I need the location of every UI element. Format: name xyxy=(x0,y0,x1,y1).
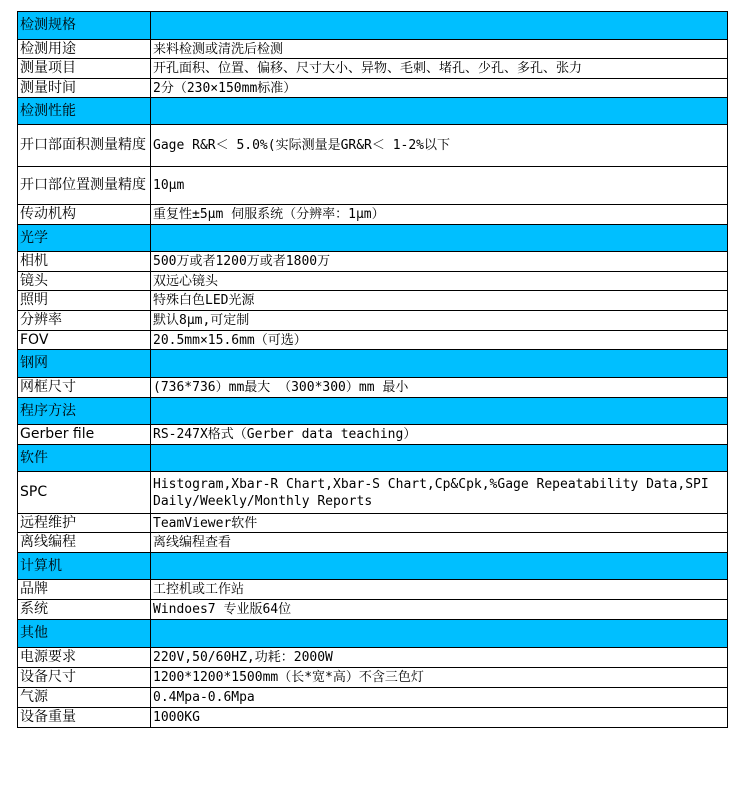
row-value: Histogram,Xbar-R Chart,Xbar-S Chart,Cp&Cpk,%Gage Repeatability Data,SPI Daily/Weekly/Monthly Reports xyxy=(151,472,728,514)
section-value xyxy=(151,350,728,378)
row-label: 品牌 xyxy=(18,580,151,600)
row-value: Gage R&R＜ 5.0%(实际测量是GR&R＜ 1-2%以下 xyxy=(151,125,728,167)
row-value: TeamViewer软件 xyxy=(151,514,728,533)
row-value: 500万或者1200万或者1800万 xyxy=(151,252,728,272)
table-row xyxy=(18,708,728,728)
table-row xyxy=(18,378,728,398)
section-title: 检测性能 xyxy=(18,98,151,125)
row-label: 传动机构 xyxy=(18,205,151,225)
row-label: 开口部面积测量精度 xyxy=(18,125,151,167)
row-label: 镜头 xyxy=(18,272,151,291)
section-row xyxy=(18,620,728,648)
row-value: 双远心镜头 xyxy=(151,272,728,291)
row-value: 0.4Mpa-0.6Mpa xyxy=(151,688,728,708)
table-row xyxy=(18,311,728,331)
section-row xyxy=(18,12,728,40)
section-title: 钢网 xyxy=(18,350,151,378)
section-row xyxy=(18,445,728,472)
section-title: 软件 xyxy=(18,445,151,472)
row-value: 2分（230×150mm标准） xyxy=(151,79,728,98)
section-value xyxy=(151,225,728,252)
row-label: 检测用途 xyxy=(18,40,151,59)
table-row xyxy=(18,425,728,445)
row-value: 开孔面积、位置、偏移、尺寸大小、异物、毛刺、堵孔、少孔、多孔、张力 xyxy=(151,59,728,79)
table-row xyxy=(18,514,728,533)
section-row xyxy=(18,98,728,125)
table-row xyxy=(18,205,728,225)
row-value: Windoes7 专业版64位 xyxy=(151,600,728,620)
row-label: 测量时间 xyxy=(18,79,151,98)
row-label: 网框尺寸 xyxy=(18,378,151,398)
row-value: 工控机或工作站 xyxy=(151,580,728,600)
row-label: 远程维护 xyxy=(18,514,151,533)
row-label: 相机 xyxy=(18,252,151,272)
table-row xyxy=(18,580,728,600)
row-value: 1000KG xyxy=(151,708,728,728)
table-row xyxy=(18,272,728,291)
section-value xyxy=(151,445,728,472)
section-row xyxy=(18,350,728,378)
table-row xyxy=(18,291,728,311)
table-row xyxy=(18,648,728,668)
row-label: FOV xyxy=(18,331,151,350)
section-value xyxy=(151,98,728,125)
row-label: 测量项目 xyxy=(18,59,151,79)
section-title: 检测规格 xyxy=(18,12,151,40)
section-value xyxy=(151,620,728,648)
row-value: 特殊白色LED光源 xyxy=(151,291,728,311)
row-value: 默认8μm,可定制 xyxy=(151,311,728,331)
section-title: 计算机 xyxy=(18,553,151,580)
row-value: 10μm xyxy=(151,167,728,205)
row-label: Gerber file xyxy=(18,425,151,445)
row-value: (736*736）mm最大 （300*300）mm 最小 xyxy=(151,378,728,398)
table-row xyxy=(18,331,728,350)
table-row xyxy=(18,59,728,79)
table-row xyxy=(18,79,728,98)
spec-table xyxy=(17,11,728,728)
row-label: 设备尺寸 xyxy=(18,668,151,688)
row-label: 开口部位置测量精度 xyxy=(18,167,151,205)
row-value: 220V,50/60HZ,功耗：2000W xyxy=(151,648,728,668)
row-value: 离线编程查看 xyxy=(151,533,728,553)
row-value: 来料检测或清洗后检测 xyxy=(151,40,728,59)
table-row xyxy=(18,668,728,688)
row-label: SPC xyxy=(18,472,151,514)
row-label: 设备重量 xyxy=(18,708,151,728)
section-row xyxy=(18,398,728,425)
table-row xyxy=(18,167,728,205)
table-row xyxy=(18,252,728,272)
table-row xyxy=(18,600,728,620)
section-title: 程序方法 xyxy=(18,398,151,425)
table-row xyxy=(18,40,728,59)
table-row xyxy=(18,472,728,514)
section-value xyxy=(151,553,728,580)
row-value: 20.5mm×15.6mm（可选） xyxy=(151,331,728,350)
row-label: 分辨率 xyxy=(18,311,151,331)
section-title: 其他 xyxy=(18,620,151,648)
row-label: 气源 xyxy=(18,688,151,708)
row-label: 系统 xyxy=(18,600,151,620)
table-row xyxy=(18,688,728,708)
table-row xyxy=(18,125,728,167)
section-title: 光学 xyxy=(18,225,151,252)
table-row xyxy=(18,533,728,553)
row-label: 照明 xyxy=(18,291,151,311)
spec-table-body xyxy=(18,12,728,728)
section-value xyxy=(151,398,728,425)
section-row xyxy=(18,225,728,252)
row-value: RS-247X格式（Gerber data teaching） xyxy=(151,425,728,445)
row-value: 1200*1200*1500mm（长*宽*高）不含三色灯 xyxy=(151,668,728,688)
row-label: 离线编程 xyxy=(18,533,151,553)
row-label: 电源要求 xyxy=(18,648,151,668)
row-value: 重复性±5μm 伺服系统（分辨率：1μm） xyxy=(151,205,728,225)
section-value xyxy=(151,12,728,40)
section-row xyxy=(18,553,728,580)
